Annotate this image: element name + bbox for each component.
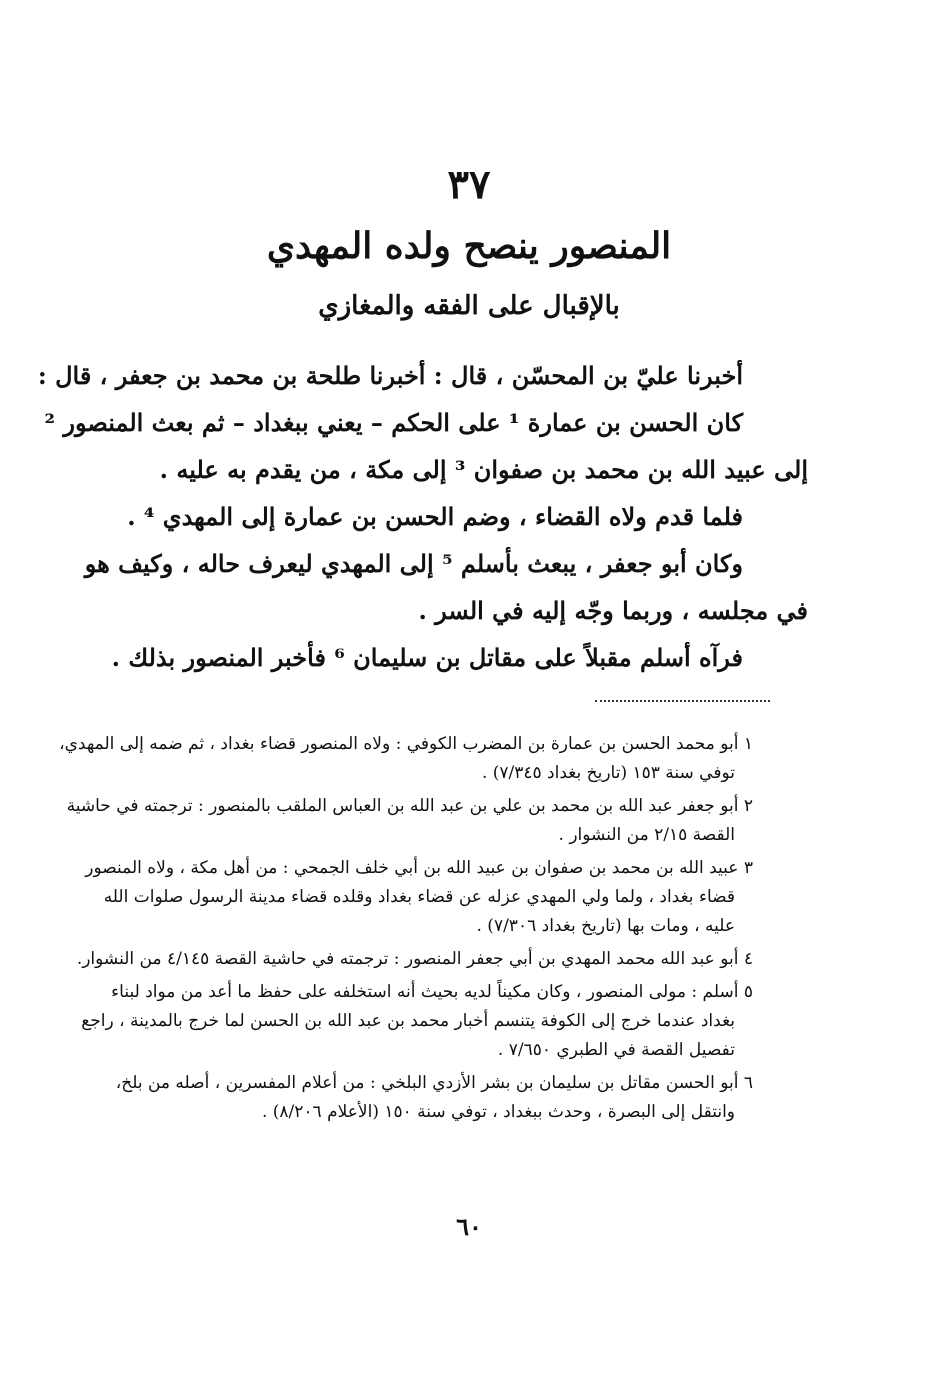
footnote-line: ٥ أسلم : مولى المنصور ، وكان مكيناً لديه بحيث أنه استخلفه على حفظ ما أعد من مواد لبناء [111,982,753,1002]
footnote-line: ٤ أبو عبد الله محمد المهدي بن أبي جعفر المنصور : ترجمته في حاشية القصة ٤/١٤٥ من النشوار. [76,949,753,969]
footnote-line: ٦ أبو الحسن مقاتل بن سليمان بن بشر الأزدي البلخي : من أعلام المفسرين ، أصله من بلخ، [115,1073,753,1093]
body-line: فلما قدم ولاه القضاء ، وضم الحسن بن عمارة إلى المهدي ⁴ . [127,502,743,531]
body-line: في مجلسه ، وربما وجّه إليه في السر . [418,596,808,625]
body-line: إلى عبيد الله بن محمد بن صفوان ³ إلى مكة ، من يقدم به عليه . [159,455,808,484]
chapter-title: المنصور ينصح ولده المهدي [266,225,672,267]
body-line: كان الحسن بن عمارة ¹ على الحكم – يعني ببغداد – ثم بعث المنصور ² [44,408,743,437]
footnote-line: ٣ عبيد الله بن محمد بن صفوان بن عبيد الله بن أبي خلف الجمحي : من أهل مكة ، ولاه المنصور [85,858,753,878]
body-line: فرآه أسلم مقبلاً على مقاتل بن سليمان ⁶ فأخبر المنصور بذلك . [111,643,743,672]
page-number: ٦٠ [456,1212,482,1241]
footnote-separator [595,700,770,702]
footnote-line: بغداد عندما خرج إلى الكوفة يتنسم أخبار محمد بن عبد الله بن الحسن لما خرج بالمدينة ، راجع [81,1011,735,1031]
footnote-line: ١ أبو محمد الحسن بن عمارة بن المضرب الكوفي : ولاه المنصور قضاء بغداد ، ثم ضمه إلى المهدي، [59,734,753,754]
footnote-line: قضاء بغداد ، ولما ولي المهدي عزله عن قضاء بغداد وقلده قضاء مدينة الرسول صلوات الله [103,887,735,907]
footnote-2 [66,792,753,850]
body-text [37,352,808,681]
footnote-line: القصة ٢/١٥ من النشوار . [558,825,735,845]
footnotes [59,730,753,1131]
footnote-4 [76,945,753,974]
footnote-line: ٢ أبو جعفر عبد الله بن محمد بن علي بن عبد الله بن العباس الملقب بالمنصور : ترجمته في حاشية [66,796,753,816]
body-line: وكان أبو جعفر ، يبعث بأسلم ⁵ إلى المهدي ليعرف حاله ، وكيف هو [84,549,743,578]
chapter-subtitle: بالإقبال على الفقه والمغازي [318,291,620,321]
footnote-line: عليه ، ومات بها (تاريخ بغداد ٧/٣٠٦) . [476,916,735,936]
footnote-1 [59,730,753,788]
footnote-6 [113,1069,753,1127]
footnote-line: تفصيل القصة في الطبري ٧/٦٥٠ . [497,1040,735,1060]
footnote-5 [81,978,753,1065]
footnote-3 [85,854,753,941]
footnote-line: توفي سنة ١٥٣ (تاريخ بغداد ٧/٣٤٥) . [481,763,735,783]
footnote-line: وانتقل إلى البصرة ، وحدث ببغداد ، توفي سنة ١٥٠ (الأعلام ٨/٢٠٦) . [261,1102,735,1122]
body-line: أخبرنا عليّ بن المحسّن ، قال : أخبرنا طلحة بن محمد بن جعفر ، قال : [37,361,743,390]
chapter-number: ٣٧ [447,161,491,208]
